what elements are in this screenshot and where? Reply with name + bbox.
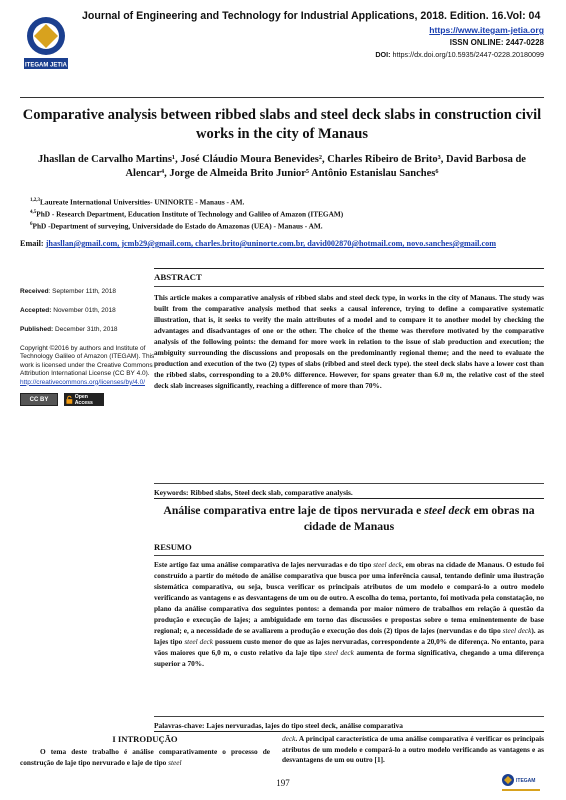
license-badges xyxy=(20,393,160,406)
journal-site-link[interactable]: https://www.itegam-jetia.org xyxy=(429,25,544,35)
copyright-notice: Copyright ©2016 by authors and Institute of Technology Galileo of Amazon (ITEGAM). This work is licensed under the Creative Commons Attribution International License (CC BY 4.0). http://creativecommons.org/licenses/by/4.0/ xyxy=(20,345,160,387)
resumo-text: Este artigo faz uma análise comparativa de lajes nervuradas e do tipo steel deck, em obras na cidade de Manaus. O estudo foi construído a partir do método de análise comparativa que busca por uma inferência causal, tentando definir uma ilustração sistemática comparativa, ou seja, busca verificar os principais atributos de um modelo e compará-lo a outro modelo verificando as vantagens e as desvantagens de um ou de outro. A escolha do tema, portanto, foi motivada pela constatação, no plano da análise comparativa dos seguintes pontos: a demanda por maior número de trabalhos em relação à questão da produção e execução de lajes; a ambiguidade em torno das discussões e propostas sobre o tema eminentemente de base regional; e, a necessidade de se avaliarem a produção e execução dos dois (2) tipos de lajes (nervundas e do tipo steel deck). as lajes tipo steel deck possuem custo menor do que as lajes nervuradas, correspondente a 20,0% de diferença. No entanto, para vãos maiores que 6,0 m, o custo relativo da laje tipo steel deck aumenta de forma significativa, chegando a uma diferença superior a 70%. xyxy=(154,560,545,668)
page-number: 197 xyxy=(276,778,290,788)
keywords: Keywords: Ribbed slabs, Steel deck slab, comparative analysis. xyxy=(154,483,544,497)
cc-by-badge-icon[interactable]: CC BY xyxy=(20,393,58,406)
doi-label: DOI: xyxy=(375,50,391,59)
introduction-text-right: deck. A principal característica de uma análise comparativa é verificar os principais atributos de um modelo e compará-lo a outro modelo verificando as vantagens e as desvantagens de um ou outro [1]. xyxy=(282,734,544,764)
published-date: Published: December 31th, 2018 xyxy=(20,326,118,333)
paper-title: Comparative analysis between ribbed slabs and steel deck slabs in construction civil works in the city of Manaus xyxy=(22,107,542,142)
email-label: Email: xyxy=(20,239,44,248)
doi-link[interactable]: https://dx.doi.org/10.5935/2447-0228.20180099 xyxy=(390,50,544,59)
affiliation-3: $^6$PhD -Department of surveying, Universidade do Estado do Amazonas (UEA) - Manaus - AM. xyxy=(30,221,323,231)
author-list: Jhasllan de Carvalho Martins¹, José Cláudio Moura Benevides², Charles Ribeiro de Brito³, David Barbosa de Alencar⁴, Jorge de Almeida Brito Junior⁵ Antônio Estanislau Sanches⁶ xyxy=(38,154,526,179)
abstract-text: This article makes a comparative analysis of ribbed slabs and steel deck type, in works in the city of Manaus. The study was built from the comparative analysis method that seeks a causal inference, trying to define a comparative systematic illustration, that is, it seeks to verify the main attributes of a model and to compare it to another model by checking the advantages and disadvantages of one or the other. The choice of the theme was therefore motivated by the comparative analysis of the following points: the demand for more work in relation to the issue of slab production and execution; the ambiguity surrounding the discussions and proposals on the predominantly regional theme; and the need to evaluate the production and execution of the two (2) types of slabs (ribbed and steel deck type). the steel deck slabs have a lower cost than the ribbed slabs, corresponding to a 20.0% difference. However, for spans greater than 6.0 m, the relative cost of the steel deck slab increases significantly, reaching a difference of more than 70%. xyxy=(154,293,544,390)
affiliations xyxy=(30,196,544,232)
doi xyxy=(82,50,544,59)
issn: ISSN ONLINE: 2447-0228 xyxy=(449,38,544,47)
logo-text: ITEGAM JETIA xyxy=(24,62,68,69)
open-lock-icon xyxy=(66,395,73,405)
open-access-badge-icon[interactable]: Open Access xyxy=(64,393,104,406)
email-line xyxy=(20,238,544,249)
palavras-chave: Palavras-chave: Lajes nervuradas, lajes do tipo steel deck, análise comparativa xyxy=(154,716,544,730)
itegam-logo-icon xyxy=(20,14,72,72)
portuguese-title: Análise comparativa entre laje de tipos nervurada e steel deck em obras na cidade de Manaus xyxy=(163,504,535,533)
introduction-text-left: O tema deste trabalho é análise comparativamente o processo de construção de laje tipo nervurado e laje de tipo steel xyxy=(20,747,270,767)
email-addresses[interactable]: jhasllan@gmail.com, jcmb29@gmail.com, charles.brito@uninorte.com.br, david002870@hotmail.com, novo.sanches@gmail.com xyxy=(45,239,497,248)
keywords-divider xyxy=(154,498,544,499)
affiliation-2: $^{4,5}$PhD - Research Department, Education Institute of Technology and Galileo of Amazon (ITEGAM) xyxy=(30,209,344,219)
accepted-date: Accepted: November 01th, 2018 xyxy=(20,307,116,314)
header-text xyxy=(82,10,544,59)
introduction-heading: I INTRODUÇÃO xyxy=(112,734,178,744)
abstract-heading: ABSTRACT xyxy=(154,268,544,282)
journal-header xyxy=(20,10,544,92)
resumo-heading: RESUMO xyxy=(154,542,544,556)
abstract-divider xyxy=(154,286,544,287)
itegam-footer-logo-icon xyxy=(498,772,544,796)
article-info xyxy=(20,288,160,406)
journal-name: Journal of Engineering and Technology for Industrial Applications, 2018. Edition. 16.Vol: 04 xyxy=(82,10,541,22)
received-date: Received: September 11th, 2018 xyxy=(20,288,117,295)
palavras-chave-divider xyxy=(154,731,544,732)
footer-logo-text: ITEGAM xyxy=(516,778,536,784)
abstract-section xyxy=(154,268,544,391)
license-link[interactable]: http://creativecommons.org/licenses/by/4.0/ xyxy=(20,378,146,386)
header-divider xyxy=(20,97,544,98)
affiliation-1: $^{1,2,3}$Laureate International Universities- UNINORTE - Manaus - AM. xyxy=(30,197,245,207)
